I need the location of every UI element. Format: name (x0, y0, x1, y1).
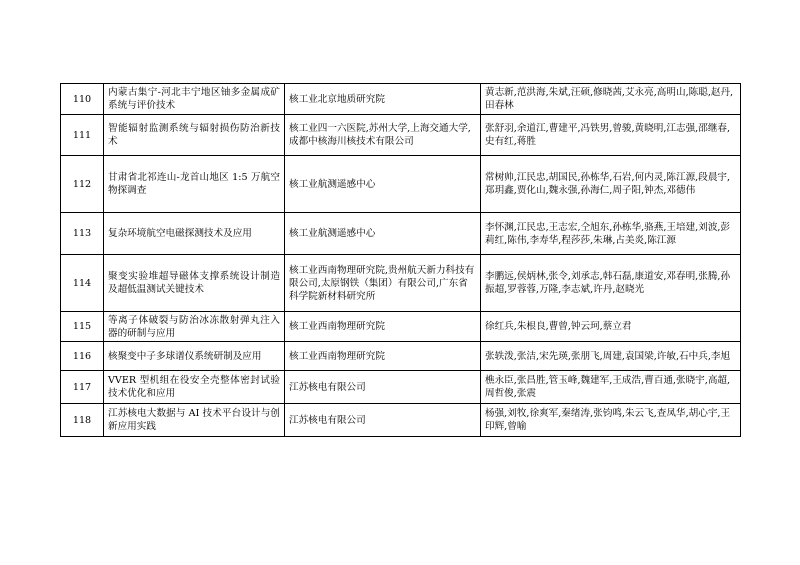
table-row (61, 213, 741, 255)
completing-unit: 核工业西南物理研究院 (285, 342, 481, 371)
completing-people: 杨强,刘牧,徐爽军,秦绪涛,张钧鸣,朱云飞,查凤华,胡心宇,王印辉,曾喻 (481, 404, 741, 437)
table-row (61, 156, 741, 213)
project-name: VVER 型机组在役安全壳整体密封试验技术优化和应用 (104, 371, 285, 404)
project-name: 江苏核电大数据与 AI 技术平台设计与创新应用实践 (104, 404, 285, 437)
project-name: 智能辐射监测系统与辐射损伤防治新技术 (104, 115, 285, 156)
row-number: 114 (61, 255, 104, 312)
completing-people: 黄志新,范洪海,朱斌,汪硕,修晓茜,艾永亮,高明山,陈聪,赵丹,田春林 (481, 84, 741, 115)
project-name: 等离子体破裂与防治冰冻散射弹丸注入器的研制与应用 (104, 312, 285, 342)
project-name: 复杂环境航空电磁探测技术及应用 (104, 213, 285, 255)
row-number: 118 (61, 404, 104, 437)
award-table (60, 83, 741, 437)
row-number: 117 (61, 371, 104, 404)
project-name: 内蒙古集宁-河北丰宁地区铀多金属成矿系统与评价技术 (104, 84, 285, 115)
row-number: 113 (61, 213, 104, 255)
table-row (61, 371, 741, 404)
completing-unit: 核工业北京地质研究院 (285, 84, 481, 115)
completing-unit: 江苏核电有限公司 (285, 404, 481, 437)
completing-unit: 核工业西南物理研究院 (285, 312, 481, 342)
completing-people: 常树帅,江民忠,胡国民,孙栋华,石岩,何内灵,陈江源,段晨宇,郑玥鑫,贾化山,魏永强,孙海仁,周子阳,钟杰,邓德伟 (481, 156, 741, 213)
completing-unit: 江苏核电有限公司 (285, 371, 481, 404)
completing-unit: 核工业航测遥感中心 (285, 156, 481, 213)
completing-people: 徐红兵,朱根良,曹曾,钟云珂,蔡立君 (481, 312, 741, 342)
table-row (61, 115, 741, 156)
table-row (61, 404, 741, 437)
completing-people: 李怀渊,江民忠,王志宏,仝旭东,孙栋华,骆燕,王培建,刘波,彭莉红,陈伟,李寿华,程莎莎,朱琳,占美炎,陈江源 (481, 213, 741, 255)
completing-people: 张舒羽,余道江,曹建平,冯铁男,曾骏,黄晓明,江志强,邵继春,史有红,蒋胜 (481, 115, 741, 156)
table-row (61, 84, 741, 115)
project-name: 甘肃省北祁连山-龙首山地区 1:5 万航空物探调查 (104, 156, 285, 213)
row-number: 110 (61, 84, 104, 115)
table-row (61, 255, 741, 312)
project-name: 核聚变中子多球谱仪系统研制及应用 (104, 342, 285, 371)
row-number: 116 (61, 342, 104, 371)
row-number: 115 (61, 312, 104, 342)
completing-people: 李鹏远,侯炳林,张令,刘承志,韩石磊,康道安,邓春明,张腾,孙振超,罗蓉蓉,万隆,李志斌,许丹,赵晓光 (481, 255, 741, 312)
row-number: 112 (61, 156, 104, 213)
project-name: 聚变实验堆超导磁体支撑系统设计制造及超低温测试关键技术 (104, 255, 285, 312)
table-row (61, 342, 741, 371)
completing-people: 张轶泼,张洁,宋先瑛,张朋飞,周建,袁国梁,许敏,石中兵,李旭 (481, 342, 741, 371)
completing-unit: 核工业四一六医院,苏州大学,上海交通大学,成都中核海川核技术有限公司 (285, 115, 481, 156)
row-number: 111 (61, 115, 104, 156)
completing-people: 樵永臣,张昌胜,管玉峰,魏建军,王成浩,曹百通,张晓宇,高超,周哲俊,张震 (481, 371, 741, 404)
completing-unit: 核工业西南物理研究院,贵州航天新力科技有限公司,太原钢铁（集团）有限公司,广东省科学院新材料研究所 (285, 255, 481, 312)
completing-unit: 核工业航测遥感中心 (285, 213, 481, 255)
table-row (61, 312, 741, 342)
